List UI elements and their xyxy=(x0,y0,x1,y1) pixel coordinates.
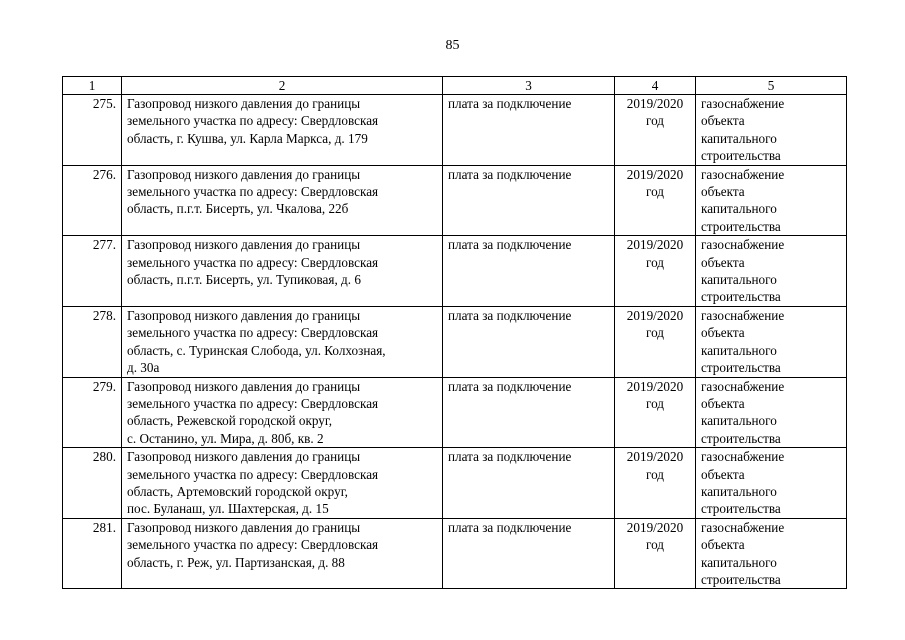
period-cell xyxy=(615,95,696,166)
period-line: год xyxy=(645,184,664,200)
basis-cell: плата за подключение xyxy=(443,448,615,519)
period-cell xyxy=(615,306,696,377)
period-line: год xyxy=(645,113,664,129)
period-line: 2019/2020 xyxy=(626,519,684,535)
purpose-cell xyxy=(696,448,847,519)
object-line: область, Артемовский городской округ, xyxy=(127,483,348,499)
purpose-line: капитального xyxy=(701,272,777,288)
table-row xyxy=(63,236,847,307)
basis-cell: плата за подключение xyxy=(443,377,615,448)
object-line: область, Режевской городской округ, xyxy=(127,413,333,429)
object-line: Газопровод низкого давления до границы xyxy=(127,519,361,535)
period-line: 2019/2020 xyxy=(626,449,684,465)
object-line: область, г. Реж, ул. Партизанская, д. 88 xyxy=(127,554,345,570)
purpose-line: газоснабжение xyxy=(701,166,785,182)
basis-cell: плата за подключение xyxy=(443,165,615,236)
object-line: земельного участка по адресу: Свердловская xyxy=(127,395,379,411)
period-cell xyxy=(615,165,696,236)
object-line: Газопровод низкого давления до границы xyxy=(127,378,361,394)
period-line: 2019/2020 xyxy=(626,166,684,182)
period-line: год xyxy=(645,537,664,553)
purpose-line: объекта xyxy=(701,184,745,200)
object-line: область, п.г.т. Бисерть, ул. Тупиковая, д. 6 xyxy=(127,272,361,288)
purpose-line: строительства xyxy=(701,289,781,305)
period-line: 2019/2020 xyxy=(626,237,684,253)
purpose-line: газоснабжение xyxy=(701,96,785,111)
purpose-line: капитального xyxy=(701,342,777,358)
column-header-4: 4 xyxy=(615,77,696,95)
period-line: год xyxy=(645,254,664,270)
period-line: год xyxy=(645,395,664,411)
object-cell xyxy=(122,448,443,519)
object-cell xyxy=(122,377,443,448)
purpose-line: объекта xyxy=(701,395,745,411)
object-line: Газопровод низкого давления до границы xyxy=(127,96,361,111)
row-number: 278. xyxy=(63,306,122,377)
purpose-line: капитального xyxy=(701,483,777,499)
purpose-line: строительства xyxy=(701,501,781,517)
table-row xyxy=(63,306,847,377)
row-number: 275. xyxy=(63,95,122,166)
purpose-line: газоснабжение xyxy=(701,449,785,465)
period-cell xyxy=(615,236,696,307)
purpose-line: газоснабжение xyxy=(701,307,785,323)
purpose-line: капитального xyxy=(701,130,777,146)
purpose-line: объекта xyxy=(701,113,745,129)
purpose-cell xyxy=(696,95,847,166)
basis-cell: плата за подключение xyxy=(443,236,615,307)
period-cell xyxy=(615,448,696,519)
table-body xyxy=(63,95,847,589)
page-number: 85 xyxy=(445,38,460,53)
purpose-line: объекта xyxy=(701,254,745,270)
row-number: 279. xyxy=(63,377,122,448)
purpose-line: объекта xyxy=(701,325,745,341)
purpose-line: газоснабжение xyxy=(701,378,785,394)
purpose-cell xyxy=(696,165,847,236)
row-number: 277. xyxy=(63,236,122,307)
object-line: Газопровод низкого давления до границы xyxy=(127,307,361,323)
object-cell xyxy=(122,236,443,307)
object-line: область, с. Туринская Слобода, ул. Колхозная, xyxy=(127,342,386,358)
row-number: 276. xyxy=(63,165,122,236)
object-line: земельного участка по адресу: Свердловская xyxy=(127,184,379,200)
column-header-5: 5 xyxy=(696,77,847,95)
object-cell xyxy=(122,95,443,166)
basis-cell: плата за подключение xyxy=(443,95,615,166)
object-line: земельного участка по адресу: Свердловская xyxy=(127,254,379,270)
purpose-line: строительства xyxy=(701,148,781,164)
table-row xyxy=(63,165,847,236)
purpose-line: капитального xyxy=(701,201,777,217)
register-table xyxy=(62,76,847,589)
purpose-line: капитального xyxy=(701,413,777,429)
purpose-line: капитального xyxy=(701,554,777,570)
object-line: пос. Буланаш, ул. Шахтерская, д. 15 xyxy=(127,501,329,517)
object-cell xyxy=(122,165,443,236)
object-line: земельного участка по адресу: Свердловская xyxy=(127,537,379,553)
column-header-3: 3 xyxy=(443,77,615,95)
object-line: область, п.г.т. Бисерть, ул. Чкалова, 22б xyxy=(127,201,349,217)
basis-cell: плата за подключение xyxy=(443,306,615,377)
object-cell xyxy=(122,306,443,377)
purpose-cell xyxy=(696,306,847,377)
object-line: земельного участка по адресу: Свердловская xyxy=(127,113,379,129)
purpose-line: объекта xyxy=(701,466,745,482)
object-line: Газопровод низкого давления до границы xyxy=(127,166,361,182)
period-line: 2019/2020 xyxy=(626,96,684,111)
purpose-cell xyxy=(696,518,847,589)
purpose-line: объекта xyxy=(701,537,745,553)
basis-cell: плата за подключение xyxy=(443,518,615,589)
period-line: 2019/2020 xyxy=(626,378,684,394)
object-line: земельного участка по адресу: Свердловская xyxy=(127,466,379,482)
object-line: с. Останино, ул. Мира, д. 80б, кв. 2 xyxy=(127,430,324,446)
purpose-line: строительства xyxy=(701,360,781,376)
object-cell xyxy=(122,518,443,589)
period-line: 2019/2020 xyxy=(626,307,684,323)
column-header-1: 1 xyxy=(63,77,122,95)
purpose-cell xyxy=(696,236,847,307)
object-line: область, г. Кушва, ул. Карла Маркса, д. 179 xyxy=(127,130,368,146)
object-line: Газопровод низкого давления до границы xyxy=(127,237,361,253)
table-header xyxy=(63,77,847,95)
table-row xyxy=(63,377,847,448)
period-line: год xyxy=(645,325,664,341)
header-row xyxy=(63,77,847,95)
period-cell xyxy=(615,377,696,448)
object-line: Газопровод низкого давления до границы xyxy=(127,449,361,465)
table-row xyxy=(63,448,847,519)
purpose-line: строительства xyxy=(701,218,781,234)
period-cell xyxy=(615,518,696,589)
object-line: земельного участка по адресу: Свердловская xyxy=(127,325,379,341)
row-number: 281. xyxy=(63,518,122,589)
purpose-line: газоснабжение xyxy=(701,237,785,253)
object-line: д. 30а xyxy=(127,360,160,376)
column-header-2: 2 xyxy=(122,77,443,95)
table-row xyxy=(63,518,847,589)
purpose-line: газоснабжение xyxy=(701,519,785,535)
purpose-line: строительства xyxy=(701,430,781,446)
purpose-cell xyxy=(696,377,847,448)
row-number: 280. xyxy=(63,448,122,519)
table-row xyxy=(63,95,847,166)
purpose-line: строительства xyxy=(701,571,781,587)
period-line: год xyxy=(645,466,664,482)
